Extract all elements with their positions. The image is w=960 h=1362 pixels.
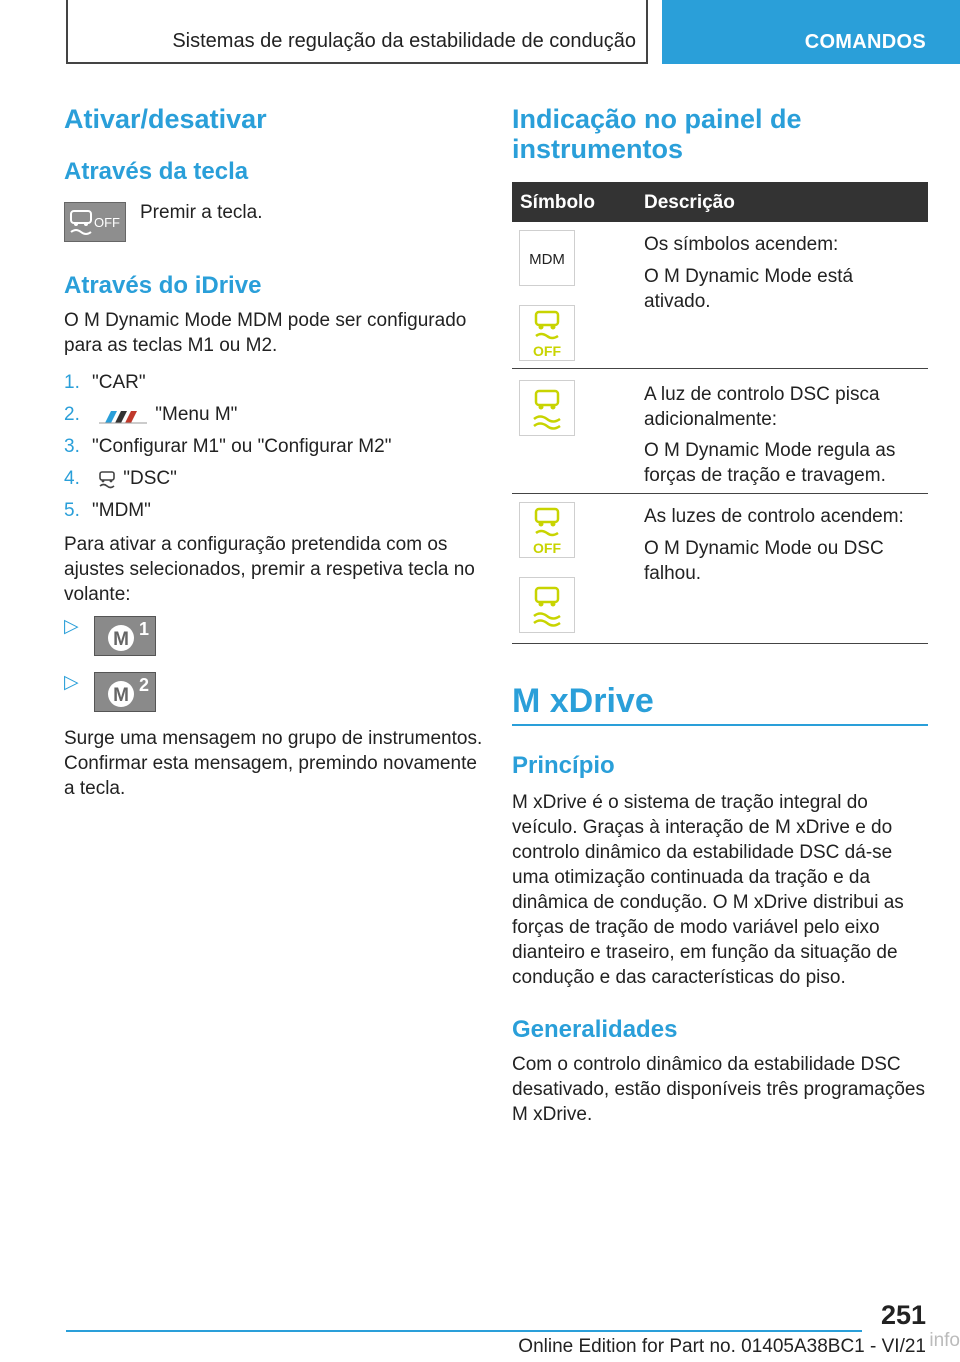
step-text: "Configurar M1" ou "Configurar M2" [92, 436, 392, 457]
chapter-title: Sistemas de regulação da estabilidade de condução [172, 30, 636, 52]
subheading-principio: Princípio [512, 752, 615, 779]
message-text: Surge uma mensagem no grupo de instrumentos. Confirmar esta mensagem, premindo novamente a tecla. [64, 728, 483, 799]
steering-m1-button-icon[interactable] [94, 616, 156, 656]
principio-text: M xDrive é o sistema de tração integral do veículo. Graças à interação de M xDrive e do controlo dinâmico da estabilidade DSC dá-se uma otimização continuada da tração e da dinâmica de condução. O M xDrive distribui as forças de tração de modo variável pelo eixo dianteiro e traseiro, em função da situação de condução e das características do piso. [512, 792, 904, 988]
step-number: 2. [64, 404, 80, 425]
step-3[interactable] [64, 434, 391, 459]
step-number: 4. [64, 468, 80, 489]
bullet-marker: ▷ [64, 672, 79, 693]
table-row-divider [512, 493, 928, 494]
step-number: 3. [64, 436, 80, 457]
step-1[interactable] [64, 370, 146, 395]
m-menu-icon [97, 407, 149, 423]
step-text: "Menu M" [155, 404, 238, 425]
svg-text:M: M [113, 629, 129, 650]
subheading-atraves-idrive: Através do iDrive [64, 272, 262, 299]
step-number: 5. [64, 500, 80, 521]
step-text: "MDM" [92, 500, 151, 521]
footer-edition: Online Edition for Part no. 01405A38BC1 - VI/21 [518, 1336, 926, 1357]
step-text: "DSC" [123, 468, 177, 489]
activate-instruction-text: Para ativar a configuração pretendida com os ajustes selecionados, premir a respetiva tecla no volante: [64, 534, 475, 605]
row3-desc-line2: O M Dynamic Mode ou DSC falhou. [644, 538, 884, 584]
row1-desc-line2: O M Dynamic Mode está ativado. [644, 266, 854, 312]
step-5[interactable] [64, 498, 151, 523]
dsc-off-key-icon [64, 202, 126, 242]
heading-ativar-desativar: Ativar/desativar [64, 104, 267, 134]
chapter-tab-label: COMANDOS [804, 31, 926, 53]
row1-desc-line1: Os símbolos acendem: [644, 234, 839, 255]
heading-indicacao-painel: Indicação no painel de instrumentos [512, 104, 802, 164]
bullet-marker: ▷ [64, 616, 79, 637]
footer-rule [66, 1330, 862, 1332]
section-underline [512, 724, 928, 726]
step-2[interactable] [64, 402, 237, 427]
row2-desc-line1: A luz de controlo DSC pisca adicionalmente: [644, 384, 880, 430]
svg-text:M: M [113, 685, 129, 706]
dsc-off-warning-icon [519, 305, 575, 361]
dsc-warning-icon [519, 380, 575, 436]
step-text: "CAR" [92, 372, 146, 393]
premir-tecla-text: Premir a tecla. [140, 202, 263, 223]
step-number: 1. [64, 372, 80, 393]
off-symbol-text: OFF [533, 343, 561, 359]
subheading-atraves-tecla: Através da tecla [64, 158, 249, 185]
step-4[interactable] [64, 466, 177, 491]
subheading-generalidades: Generalidades [512, 1016, 678, 1043]
dsc-car-icon [97, 469, 117, 489]
idrive-text: O M Dynamic Mode MDM pode ser configurado para as teclas M1 ou M2. [64, 310, 467, 356]
mdm-symbol-text: MDM [529, 251, 565, 268]
col-header-symbol: Símbolo [520, 192, 595, 213]
m2-label: 2 [138, 675, 150, 695]
off-symbol-text: OFF [533, 540, 561, 556]
key-off-text: OFF [94, 215, 120, 230]
row3-desc-line1: As luzes de controlo acendem: [644, 506, 904, 527]
footer-watermark: info [929, 1330, 960, 1351]
page-number: 251 [880, 1300, 926, 1330]
mdm-symbol-icon [519, 230, 575, 286]
generalidades-text: Com o controlo dinâmico da estabilidade DSC desativado, estão disponíveis três programações M xDrive. [512, 1054, 925, 1125]
m1-label: 1 [138, 619, 150, 639]
row2-desc-line2: O M Dynamic Mode regula as forças de tração e travagem. [644, 440, 896, 486]
table-row-divider [512, 643, 928, 644]
dsc-warning-icon [519, 577, 575, 633]
table-row-divider [512, 368, 928, 369]
col-header-description: Descrição [644, 192, 735, 213]
steering-m2-button-icon[interactable] [94, 672, 156, 712]
section-m-xdrive: M xDrive [512, 682, 654, 720]
dsc-off-warning-icon [519, 502, 575, 558]
